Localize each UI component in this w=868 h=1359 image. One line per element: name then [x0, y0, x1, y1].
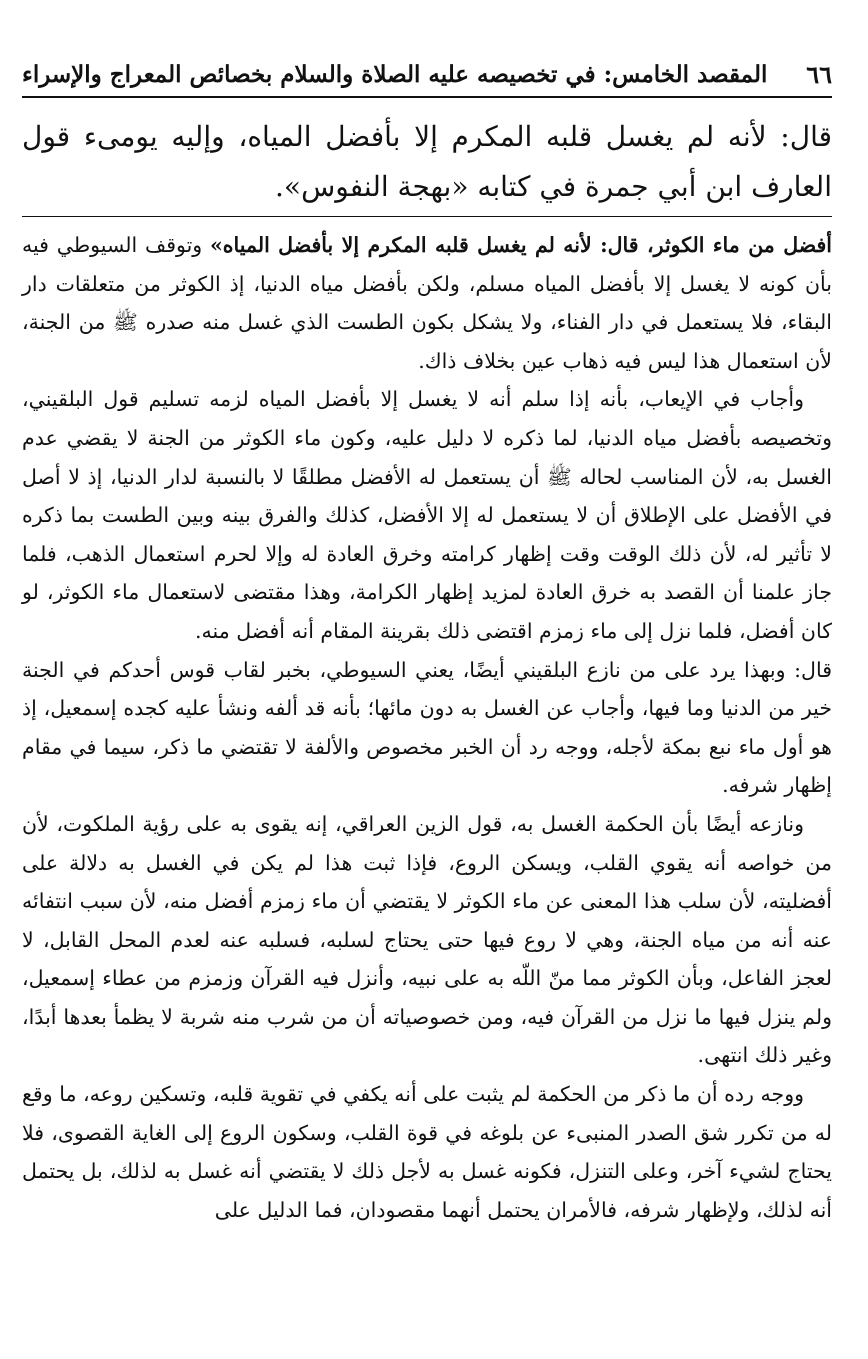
commentary-paragraph-4: ونازعه أيضًا بأن الحكمة الغسل به، قول الزين العراقي، إنه يقوى به على رؤية الملكوت، لأن من خواصه أنه يقوي القلب، ويسكن الروع، فإذا ثبت هذا لم يكن في الغسل به دلالة على أفضليته، لأن سلب هذا المعنى عن ماء الكوثر لا يقتضي أن ماء زمزم أفضل منه، لأن سبب انتفائه عنه أنه من مياه الجنة، وهي لا روع فيها حتى يحتاج لسلبه، فسلبه عنه لعدم المحل القابل، لا لعجز الفاعل، وبأن الكوثر مما منّ اللّه به على نبيه، وأنزل فيه القرآن وزمزم من عطاء إسمعيل، ولم ينزل فيها ما نزل من القرآن فيه، ومن خصوصياته أن من شرب منه شربة لا يظمأ بعدها أبدًا، وغير ذلك انتهى.	[22, 811, 832, 1068]
main-text-paragraph: قال: لأنه لم يغسل قلبه المكرم إلا بأفضل المياه، وإليه يومىء قول العارف ابن أبي جمرة في كتابه «بهجة النفوس».	[22, 120, 832, 203]
running-title: المقصد الخامس: في تخصيصه عليه الصلاة والسلام بخصائص المعراج والإسراء	[22, 60, 768, 88]
commentary-text-1: وتوقف السيوطي فيه بأن كونه لا يغسل إلا بأفضل المياه مسلم، ولكن بأفضل مياه الدنيا، إذ الكوثر من متعلقات دار البقاء، فلا يستعمل في دار الفناء، ولا يشكل بكون الطست الذي غسل منه صدره ﷺ من الجنة، لأن استعمال هذا ليس فيه ذهاب عين بخلاف ذاك.	[22, 233, 832, 373]
separator-rule	[22, 216, 832, 217]
commentary-paragraph-2: وأجاب في الإيعاب، بأنه إذا سلم أنه لا يغسل إلا بأفضل المياه لزمه تسليم قول البلقيني، وتخصيصه بأفضل مياه الدنيا، لما ذكره لا دليل عليه، وكون ماء الكوثر من الجنة لا يقضي عدم الغسل به، لأن المناسب لحاله ﷺ أن يستعمل له الأفضل مطلقًا لا بالنسبة لدار الدنيا، إذ لا أصل في الأفضل على الإطلاق أن لا يستعمل له إلا الأفضل، كذلك والفرق بينه وبين الطست بما ذكره لا تأثير له، لأن ذلك الوقت وقت إظهار كرامته وخرق العادة له وإلا لحرم استعمال الذهب، فلما جاز علمنا أن القصد به خرق العادة لمزيد إظهار الكرامة، وهذا مقتضى لاستعمال ماء الكوثر، لو كان أفضل، فلما نزل إلى ماء زمزم اقتضى ذلك بقرينة المقام أنه أفضل منه.	[22, 387, 832, 643]
page-header	[22, 52, 832, 98]
commentary-lemma: أفضل من ماء الكوثر، قال: لأنه لم يغسل قلبه المكرم إلا بأفضل المياه»	[209, 233, 832, 257]
page-number: ٦٦	[806, 59, 832, 89]
main-text	[22, 112, 832, 212]
commentary-paragraph-3: قال: وبهذا يرد على من نازع البلقيني أيضًا، يعني السيوطي، بخبر لقاب قوس أحدكم في الجنة خير من الدنيا وما فيها، وأجاب عن الغسل به دون مائها؛ بأنه قد ألفه ونشأ عليه كجده إسمعيل، إذ هو أول ماء نبع بمكة لأجله، ووجه رد أن الخبر مخصوص والألفة لا تقتضي ما ذكر، سيما في مقام إظهار شرفه.	[22, 657, 832, 798]
commentary	[22, 226, 832, 1229]
commentary-paragraph-5: ووجه رده أن ما ذكر من الحكمة لم يثبت على أنه يكفي في تقوية قلبه، وتسكين روعه، ما وقع له من تكرر شق الصدر المنبىء عن بلوغه في قوة القلب، وسكون الروع إلى الغاية القصوى، فلا يحتاج لشيء آخر، وعلى التنزل، فكونه غسل به لأجل ذلك لا يقتضي أنه غسل به لذلك، بل يحتمل أنه لذلك، ولإظهار شرفه، فالأمران يحتمل أنهما مقصودان، فما الدليل على	[22, 1082, 832, 1222]
commentary-paragraph-1	[22, 226, 832, 380]
